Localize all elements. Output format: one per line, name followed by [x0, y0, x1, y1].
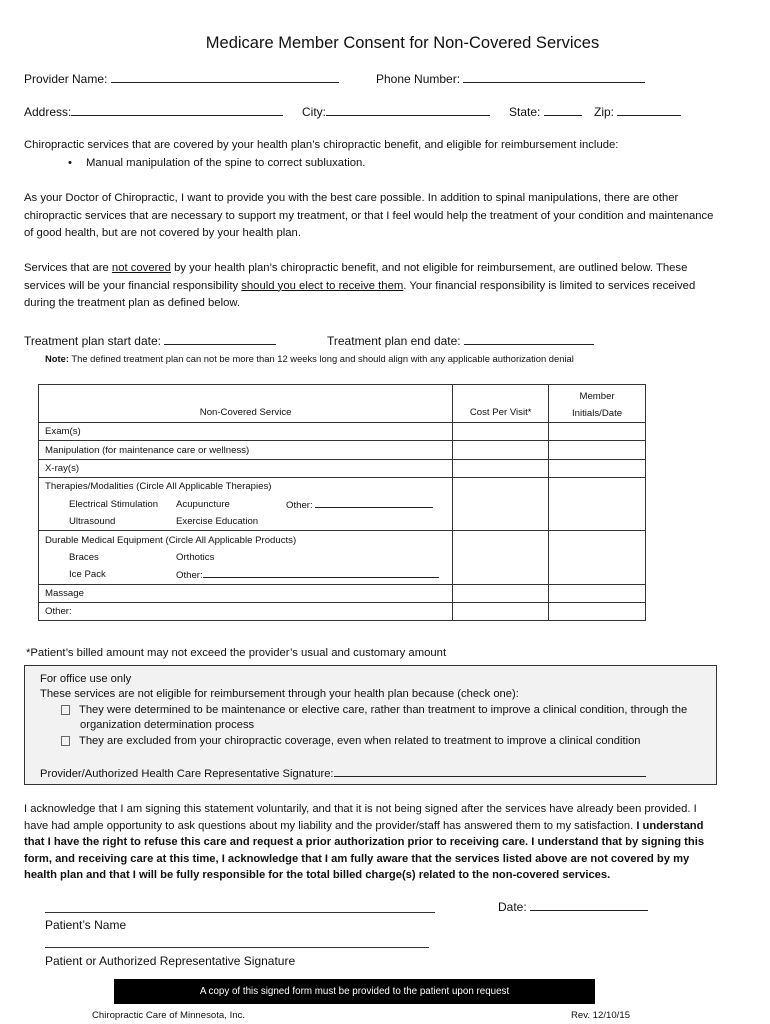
service-massage: Massage: [39, 584, 453, 602]
paragraph-best-care: As your Doctor of Chiropractic, I want to provide you with the best care possible. In addition to spinal manipulations, there are other chiropractic services that are necessary to support my treatment, or that I feel would help the treatment of your condition and maintenance of good health, but are not covered by your health plan.: [24, 192, 714, 239]
covered-bullet-text: Manual manipulation of the spine to correct subluxation.: [85, 157, 366, 169]
treatment-end-blank[interactable]: [464, 334, 594, 345]
non-covered-services-table: [38, 384, 646, 621]
checkbox-icon[interactable]: [61, 705, 70, 715]
elect-to-receive-emphasis: should you elect to receive them: [241, 279, 404, 292]
dme-other-blank[interactable]: [203, 569, 439, 578]
table-row: [39, 584, 646, 602]
provider-signature-label: Provider/Authorized Health Care Representative Signature:: [40, 768, 334, 780]
bullet-icon: •: [68, 157, 72, 169]
cost-cell[interactable]: [453, 584, 549, 602]
zip-blank[interactable]: [617, 105, 681, 116]
initials-cell[interactable]: [549, 496, 646, 513]
cost-cell[interactable]: [453, 478, 549, 496]
acknowledgment-bold-text: I understand that I have the right to refuse this care and request a prior authorization prior to receiving care. I understand that by signing this form, and receiving care at this time, I acknowledge that I am fully aware that the services listed above are not covered by my health plan and that I will be fully responsible for the total billed charge(s) related to the non-covered services.: [24, 819, 705, 882]
cost-cell[interactable]: [453, 423, 549, 441]
cost-cell[interactable]: [453, 566, 549, 584]
service-other: Other:: [39, 602, 453, 620]
service-exams: Exam(s): [39, 423, 453, 441]
table-row: [39, 513, 646, 531]
therapies-end: ): [268, 481, 272, 493]
option-acupuncture[interactable]: Acupuncture: [176, 498, 230, 510]
provider-name-blank[interactable]: [111, 72, 339, 83]
service-xray: X-ray(s): [39, 459, 453, 477]
header-member-line1: Member: [579, 391, 615, 402]
therapies-label: Therapies/Modalities (: [45, 481, 140, 493]
provider-name-label: Provider Name:: [24, 72, 108, 86]
table-row: [39, 566, 646, 584]
cost-cell[interactable]: [453, 531, 549, 549]
office-option-excluded[interactable]: [61, 735, 641, 747]
dme-other[interactable]: [176, 569, 439, 581]
note-text: The defined treatment plan can not be more than 12 weeks long and should align with any applicable authorization denial: [68, 353, 574, 364]
dme-emphasis: Circle All Applicable Products: [168, 534, 293, 546]
footer-revision: Rev. 12/10/15: [571, 1010, 631, 1021]
option-exercise-education[interactable]: Exercise Education: [176, 515, 259, 527]
therapy-other[interactable]: [286, 499, 433, 511]
table-row: [39, 441, 646, 459]
patient-signature-label: Patient or Authorized Representative Signature: [45, 954, 296, 968]
treatment-end-label: Treatment plan end date:: [327, 334, 461, 348]
cost-cell[interactable]: [453, 441, 549, 459]
treatment-start-field[interactable]: [24, 334, 276, 348]
not-covered-emphasis: not covered: [111, 262, 171, 274]
table-row: [39, 459, 646, 477]
zip-field[interactable]: [594, 105, 681, 119]
cost-cell[interactable]: [453, 459, 549, 477]
footer-banner: A copy of this signed form must be provided to the patient upon request: [114, 979, 595, 1004]
table-row: [39, 423, 646, 441]
provider-name-field[interactable]: [24, 72, 339, 86]
footer-organization: Chiropractic Care of Minnesota, Inc.: [92, 1010, 246, 1021]
state-field[interactable]: [509, 105, 582, 119]
address-field[interactable]: [24, 105, 283, 119]
paragraph-not-covered: [24, 260, 724, 313]
cost-cell[interactable]: [453, 549, 549, 566]
service-dme: [39, 531, 453, 549]
dme-options-row1: [39, 549, 453, 566]
header-cost-label: Cost Per Visit*: [469, 407, 532, 418]
therapy-options-row2: [39, 513, 453, 531]
checkbox-icon[interactable]: [61, 736, 70, 746]
city-blank[interactable]: [326, 105, 490, 116]
covered-bullet: [68, 157, 365, 169]
text: by your health plan’s chiropractic benefit, and not eligible for reimbursement, are outlined below. These services will be your financial responsibility: [24, 262, 688, 292]
text: . Your financial responsibility is limited to services received during the treatment plan as defined below.: [24, 279, 696, 309]
therapy-options-row1: [39, 496, 453, 513]
city-label: City:: [302, 105, 326, 119]
header-service-label: Non-Covered Service: [199, 407, 292, 418]
therapy-other-blank[interactable]: [315, 499, 433, 508]
dme-end: ): [292, 534, 297, 546]
cost-cell[interactable]: [453, 513, 549, 531]
initials-cell[interactable]: [549, 584, 646, 602]
initials-cell[interactable]: [549, 602, 646, 620]
table-row: [39, 602, 646, 620]
option1-text: They were determined to be maintenance or elective care, rather than treatment to improve a clinical condition, through the: [79, 704, 688, 716]
initials-cell[interactable]: [549, 531, 646, 549]
initials-cell[interactable]: [549, 566, 646, 584]
acknowledgment-text: I acknowledge that I am signing this statement voluntarily, and that it is not being signed after the services have already been provided. I have had ample opportunity to ask questions about my liability and the provider/staff has answered them to my satisfaction.: [24, 803, 697, 832]
provider-signature-blank[interactable]: [334, 766, 646, 777]
option-ice-pack[interactable]: Ice Pack: [69, 569, 106, 581]
dme-options-row2: [39, 566, 453, 584]
option-ultrasound[interactable]: Ultrasound: [69, 515, 116, 527]
state-label: State:: [509, 105, 541, 119]
date-blank[interactable]: [530, 900, 648, 911]
service-therapies: [39, 478, 453, 496]
table-row: [39, 549, 646, 566]
option-orthotics[interactable]: Orthotics: [176, 551, 215, 563]
table-row: [39, 496, 646, 513]
treatment-note: [45, 353, 574, 364]
patient-name-label: Patient’s Name: [45, 918, 127, 932]
initials-cell[interactable]: [549, 459, 646, 477]
office-option-maintenance[interactable]: [61, 704, 687, 716]
service-manipulation: Manipulation (for maintenance care or wellness): [39, 441, 453, 459]
treatment-end-field[interactable]: [327, 334, 594, 348]
initials-cell[interactable]: [549, 513, 646, 531]
date-label: Date:: [498, 900, 527, 914]
treatment-start-blank[interactable]: [164, 334, 276, 345]
dme-other-label: Other:: [176, 570, 203, 582]
provider-signature-field[interactable]: [40, 766, 646, 780]
therapy-other-label: Other:: [286, 499, 313, 511]
treatment-start-label: Treatment plan start date:: [24, 334, 161, 348]
acknowledgment-paragraph: [24, 801, 722, 884]
option-electrical-stimulation[interactable]: Electrical Stimulation: [69, 498, 159, 510]
cost-cell[interactable]: [453, 496, 549, 513]
patient-name-line[interactable]: [45, 912, 435, 913]
initials-cell[interactable]: [549, 423, 646, 441]
office-title: For office use only: [40, 673, 132, 685]
initials-cell[interactable]: [549, 549, 646, 566]
office-use-box: [24, 665, 717, 785]
note-label: Note:: [45, 353, 69, 364]
cost-cell[interactable]: [453, 602, 549, 620]
option2-text: They are excluded from your chiropractic coverage, even when related to treatment to improve a clinical condition: [79, 735, 641, 747]
address-blank[interactable]: [71, 105, 283, 116]
initials-cell[interactable]: [549, 478, 646, 496]
header-service: [39, 385, 453, 423]
date-field[interactable]: [498, 900, 648, 914]
therapies-emphasis: Circle All Applicable Therapies: [139, 481, 269, 493]
state-blank[interactable]: [544, 105, 582, 116]
city-field[interactable]: [302, 105, 490, 119]
table-row: [39, 478, 646, 496]
phone-number-field[interactable]: [376, 72, 645, 86]
dme-label: Durable Medical Equipment (: [45, 534, 169, 546]
phone-number-blank[interactable]: [463, 72, 645, 83]
header-cost: [453, 385, 549, 423]
text: Services that are: [24, 262, 112, 274]
initials-cell[interactable]: [549, 441, 646, 459]
header-member: [549, 385, 646, 423]
document-title: Medicare Member Consent for Non-Covered Services: [205, 34, 600, 52]
office-intro: These services are not eligible for reimbursement through your health plan because (check one):: [40, 688, 519, 700]
header-member-line2: Initials/Date: [571, 408, 623, 419]
covered-intro: Chiropractic services that are covered by your health plan’s chiropractic benefit, and eligible for reimbursement include:: [24, 139, 619, 151]
option-braces[interactable]: Braces: [69, 551, 99, 563]
billing-note: *Patient’s billed amount may not exceed the provider’s usual and customary amount: [26, 647, 447, 659]
address-label: Address:: [24, 105, 72, 119]
table-header-row: [39, 385, 646, 423]
table-row: [39, 531, 646, 549]
office-option-maintenance-cont: organization determination process: [80, 719, 255, 731]
zip-label: Zip:: [594, 105, 615, 119]
patient-signature-line[interactable]: [45, 947, 429, 948]
phone-number-label: Phone Number:: [376, 72, 461, 86]
